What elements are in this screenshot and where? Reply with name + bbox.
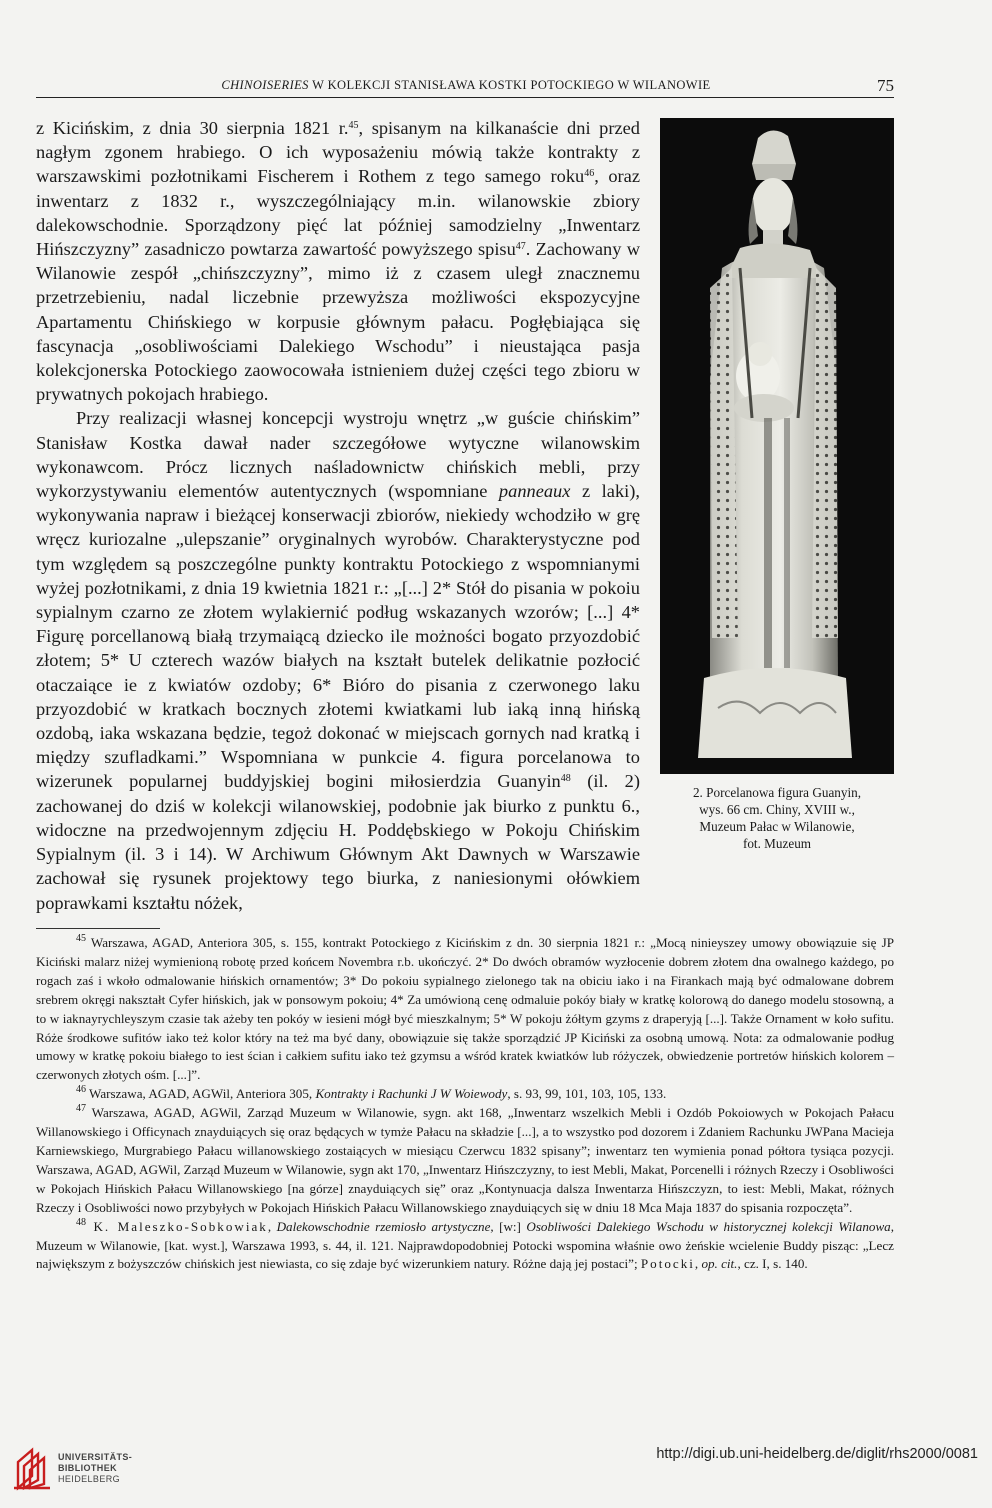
footnote-text: , Muzeum w Wilanowie, [kat. wyst.], Warszawa 1993, s. 44, il. 121. Najprawdopodobniej Potocki wspomina właśnie owo żeńskie wcielenie Buddy pisząc: „Lecz największym z bożyszczów chińskich jest niewiasta, co się zdaje być wizerunkiem natury. Różne dają jej postaci”;: [36, 1218, 895, 1272]
footnote-text: , s. 93, 99, 101, 103, 105, 133.: [507, 1086, 667, 1102]
footnote-text: Warszawa, AGAD, Anteriora 305, s. 155, kontrakt Potockiego z Kicińskim z dn. 30 sierpnia 1821 r.: „Mocą ninieyszey umowy obowiązuie się JP Kiciński malarz niżej wymienioną robotę przed końcem Novembra r.b. ukończyć. 2* Do dwóch obramów wyzłocenie dobrem złotem dna owalnego każdego, po rogach zaś i wkoło odmalowanie hińskich ornamentów; 3* Do pokoiu sypialnego zielonego tak na obiciu iako i na Firankach mają być odmalowane dobrem srebrem okręgi nakształt Cyfer hińskich, jak w ponsowym pokoiu; 4* Za umówioną cenę odmaluie pokóy biały w kratkę kolorową do danego modelu stosowną, a to w iaknayrychleyszym czasie tak ażeby ten pokóy w iesieni mógł być mieszkalnym; 5* W pokoju żółtym gzyms z draperyją [...]. Także Ornament w koło sufitu. Róże środkowe sufitów iako też kolor który na też ma być dany, obowiązuie się także sporządzić JP Kiciński za osobną umową. Nota: za odmalowanie podług umowy w kratkę pokoiu białego to iest ścian i całkiem sufitu iako też gzymsu a wśród kratek kwiatków lub różyczek, obwiedzenie portretów hińskich kolorem – czerwonych złotych ośm. [...]”.: [36, 935, 894, 1083]
library-name-line: UNIVERSITÄTS-: [58, 1452, 133, 1462]
caption-line: Muzeum Pałac w Wilanowie,: [699, 819, 855, 834]
footnote-rule: [36, 928, 160, 929]
guanyin-figure-image: [660, 118, 894, 774]
footnote-title: Dalekowschodnie rzemiosło artystyczne,: [276, 1218, 494, 1234]
footnote-text: Warszawa, AGAD, AGWil, Zarząd Muzeum w Wilanowie, sygn. akt 168, „Inwentarz wszelkich Mebli i Ozdób Pokoiowych w Pokojach Pałacu Willanowskiego i Officynach znayduiących się oraz będących w tymże Pałacu na składzie [...], a to wszystko pod dozorem i Zdaniem Rachunku JWPana Macieja Karniewskiego, Murgrabiego Pałacu willanowskiego zostaiących w miesiącu Czerwcu 1832 spisany”; inwentarz ten wymienia ponad półtora tysiąca pozycji. Warszawa, AGAD, AGWil, Zarząd Muzeum w Wilanowie, sygn akt 170, „Inwentarz Hińszczyzny, to iest Mebli, Makat, Porcenelli i różnych Rzeczy i Osobliwości w Pokojach Hińskich Pałacu Willanowskiego [na górze] znayduiących się” oraz „Kontynuacja dalsza Inwentarza Hińszczyzn, to iest: Mebli, Makat, różnych Rzeczy i Osobliwości nowo przybyłych w Pokojach Hińskich Pałacu Willanowskiego znayduiących się w dniu 18 Mca Maja 1837 do spisania rozpoczęta”.: [36, 1105, 894, 1215]
footnote-text: Warszawa, AGAD, AGWil, Anteriora 305,: [86, 1086, 316, 1102]
footnote-ref-45[interactable]: 45: [348, 120, 359, 131]
text-run: . Zachowany w Wilanowie zespół „chińszczyzny”, mimo iż z czasem uległ znacznemu przetrzebieniu, nadal liczebnie przewyższa możliwości ekspozycyjne Apartamentu Chińskiego w korpusie głównym pałacu. Pogłębiająca się fascynacja „osobliwościami Dalekiego Wschodu” i nieustająca pasja kolekcjonerska Potockiego zaowocowała istnieniem dużej części tego zbioru w prywatnych pokojach hrabiego.: [36, 239, 640, 405]
caption-line: wys. 66 cm. Chiny, XVIII w.,: [699, 802, 855, 817]
library-name-line: BIBLIOTHEK: [58, 1463, 117, 1473]
footnote-47: [36, 1104, 894, 1217]
footnote-text: [w:]: [493, 1218, 527, 1234]
running-title-rest: W KOLEKCJI STANISŁAWA KOSTKI POTOCKIEGO W WILANOWIE: [308, 78, 711, 92]
library-name: [58, 1452, 132, 1485]
library-name-line: HEIDELBERG: [58, 1474, 121, 1484]
italic-term: panneaux: [498, 481, 571, 502]
text-run: , oraz inwentarz z 1832 r., wyszczególniający m.in. wilanowskie zbiory dalekowschodnie. Sporządzony pięć lat później samodzielny „Inwentarz Hińszczyzny” zasadniczo powtarza zawartość powyższego spisu: [36, 166, 640, 260]
permalink-url[interactable]: http://digi.ub.uni-heidelberg.de/diglit/rhs2000/0081: [656, 1446, 978, 1462]
footnote-text: , cz. I, s. 140.: [737, 1256, 808, 1272]
footnote-title: Osobliwości Dalekiego Wschodu w historycznej kolekcji Wilanowa: [526, 1218, 891, 1234]
text-run: , spisanym na kilkanaście dni przed nagłym zgonem hrabiego. O ich wyposażeniu mówią także kontrakty z warszawskimi pozłotnikami Fischerem i Rothem z tego samego roku: [36, 118, 640, 187]
footnote-ref-46[interactable]: 46: [584, 168, 595, 180]
footnote-number: 45: [76, 933, 86, 944]
body-text: [36, 116, 640, 915]
running-head: [36, 76, 896, 96]
text-run: Przy realizacji własnej koncepcji wystroju wnętrz „w guście chińskim” Stanisław Kostka dawał nader szczegółowe wytyczne wilanowskim wykonawcom. Prócz licznych naśladownictw chińskich mebli, przy wykorzystywaniu elementów autentycznych (wspomniane: [36, 408, 640, 502]
footnote-46: [36, 1085, 894, 1104]
header-rule: [36, 97, 894, 98]
footnote-ref-47[interactable]: 47: [515, 241, 526, 253]
footnote-number: 48: [76, 1216, 86, 1228]
footnote-48: [36, 1218, 894, 1275]
footnote-author: K. Maleszko-Sobkowiak: [86, 1218, 268, 1234]
footnote-45: [36, 934, 894, 1085]
library-logo-icon: [10, 1444, 58, 1492]
footnote-title: op. cit.: [701, 1256, 738, 1272]
footnote-number: 47: [76, 1103, 86, 1115]
footnote-number: 46: [76, 1084, 86, 1096]
text-run: (il. 2) zachowanej do dziś w kolekcji wilanowskiej, podobnie jak biurko z punktu 6., widoczne na przedwojennym zdjęciu H. Poddębskiego w Pokoju Chińskim Sypialnym (il. 3 i 14). W Archiwum Głównym Akt Dawnych w Warszawie zachował się rysunek projektowy tego biurka, z naniesionymi ołówkiem poprawkami kształtu nóżek,: [36, 771, 640, 913]
footnotes: [36, 934, 894, 1274]
footnote-text: ,: [267, 1218, 277, 1234]
paragraph-2: [36, 406, 640, 914]
footnote-text: ,: [694, 1256, 702, 1272]
page-number: 75: [877, 76, 894, 95]
running-title-italic: CHINOISERIES: [221, 78, 309, 92]
footnote-author: Potocki: [640, 1256, 695, 1272]
figure-caption: [650, 784, 904, 852]
text-run: z laki), wykonywania napraw i bieżącej konserwacji zbiorów, niekiedy wchodziło w grę wręcz kuriozalne „ulepszanie” oryginalnych wyrobów. Charakterystyczne pod tym względem są poszczególne punkty kontraktu Potockiego z wspomnianymi wyżej pozłotnikami, z dnia 19 kwietnia 1821 r.: „[...] 2* Stół do pisania w pokoiu sypialnym czarno ze złotem wylakiernić podług wskazanych wzorów; [...] 4* Figurę porcellanową białą trzymaiącą dziecko ile możności bogato przyozdobić złotem; 5* U czterech wazów białych na kształt butelek delikatnie pozłocić otaczaiące ie z kwiatów ozdoby; 6* Bióro do pisania z czerwonego laku przyozdobić w kratkach bocznych złotemi kwiatkami lub iaką inną hińską ozdobą, iaka wskazana będzie, tegoż dokonać w miejscach gornych nad kratką i między szufladkami.” Wspomniana w punkcie 4. figura porcelanowa to wizerunek popularnej buddyjskiej bogini miłosierdzia Guanyin: [36, 481, 640, 792]
text-run: z Kicińskim, z dnia 30 sierpnia 1821 r.: [36, 118, 349, 138]
paragraph-1: [36, 116, 640, 406]
caption-line: 2. Porcelanowa figura Guanyin,: [692, 785, 862, 800]
footnote-title: Kontrakty i Rachunki J W Woiewody: [315, 1086, 508, 1102]
footnote-ref-48[interactable]: 48: [560, 773, 571, 785]
running-title: [36, 78, 896, 93]
figure-guanyin-photo: [660, 118, 894, 774]
caption-line: fot. Muzeum: [742, 836, 812, 851]
